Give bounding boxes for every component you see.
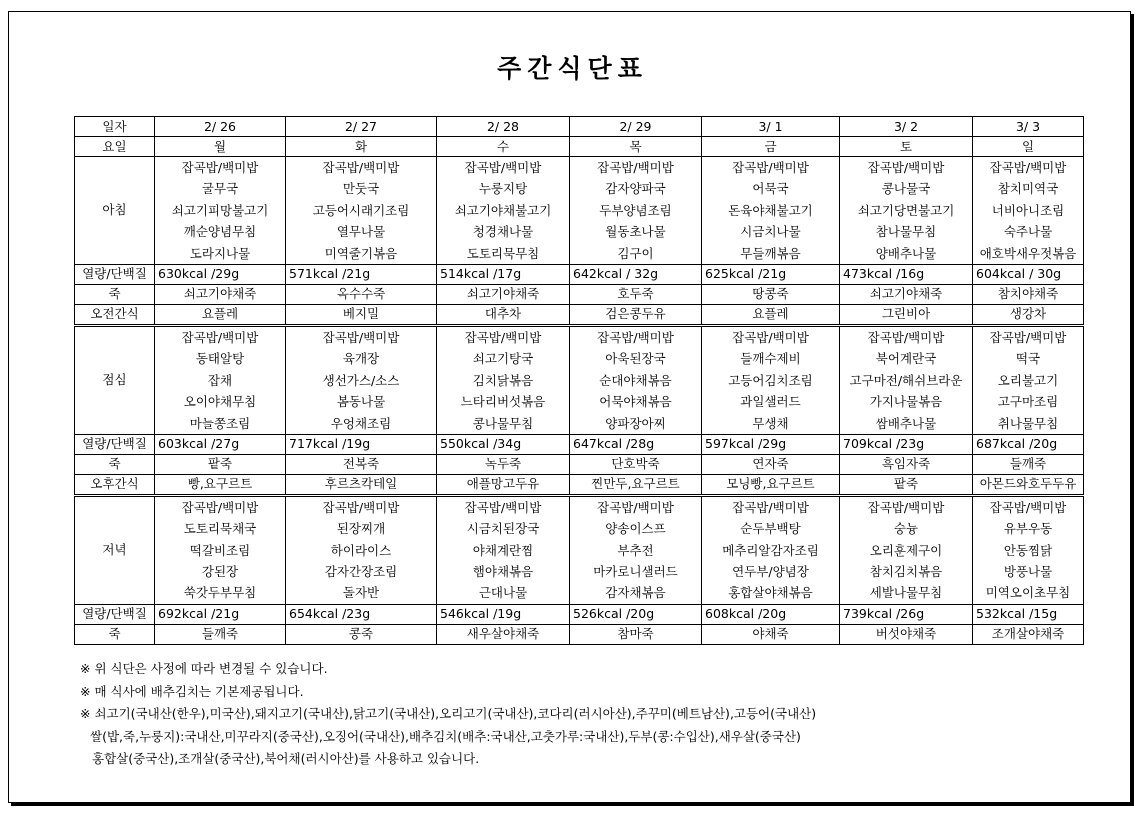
dish-item: 고구마조림 bbox=[997, 394, 1059, 410]
dish-item: 김구이 bbox=[617, 245, 654, 261]
dish-item: 잡곡밥/백미밥 bbox=[989, 499, 1067, 515]
lunch-porridge-row-cell: 흑임자죽 bbox=[840, 454, 973, 474]
date-row-cell: 3/ 1 bbox=[702, 117, 840, 137]
breakfast-porridge-row-cell: 참치야채죽 bbox=[973, 284, 1084, 304]
breakfast-porridge-row-cell: 쇠고기야채죽 bbox=[155, 284, 286, 304]
dish-item: 잡곡밥/백미밥 bbox=[322, 329, 400, 345]
breakfast-kcal-row bbox=[75, 264, 1084, 284]
pm-snack-row-cell: 팥죽 bbox=[840, 474, 973, 495]
dish-item: 쇠고기당면불고기 bbox=[857, 202, 955, 218]
breakfast-porridge-row-cell: 호두죽 bbox=[570, 284, 702, 304]
lunch-kcal-row-cell: 603kcal /27g bbox=[155, 434, 286, 454]
dish-item: 고등어김치조림 bbox=[728, 372, 813, 388]
breakfast-dishes bbox=[437, 157, 570, 265]
dish-item: 쑥갓두부무침 bbox=[183, 585, 257, 601]
dish-item: 마늘쫑조림 bbox=[189, 415, 251, 431]
dish-item: 돌자반 bbox=[342, 585, 380, 601]
dish-item: 감자간장조림 bbox=[324, 564, 398, 580]
dish-item: 애호박새우젓볶음 bbox=[979, 245, 1077, 261]
am-snack-row-cell: 그린비아 bbox=[840, 304, 973, 325]
dish-item: 야채계란찜 bbox=[472, 542, 534, 558]
dinner-kcal-row-cell: 692kcal /21g bbox=[155, 604, 286, 624]
dish-item: 시금치나물 bbox=[740, 224, 801, 240]
dish-item: 김치닭볶음 bbox=[472, 372, 534, 388]
weekly-menu-table bbox=[74, 116, 1084, 645]
dish-item: 잡곡밥/백미밥 bbox=[322, 160, 400, 175]
breakfast-kcal-row-cell: 473kcal /16g bbox=[840, 264, 973, 284]
dish-item: 우엉채조림 bbox=[330, 415, 392, 431]
dinner-row bbox=[75, 495, 1084, 604]
dinner-porridge-row-cell: 들깨죽 bbox=[155, 624, 286, 644]
breakfast-kcal-row-cell: 571kcal /21g bbox=[286, 264, 437, 284]
lunch-dishes bbox=[973, 325, 1084, 434]
date-row-cell: 3/ 2 bbox=[840, 117, 973, 137]
am-snack-row-cell: 대추차 bbox=[437, 304, 570, 325]
am-snack-row-cell: 생강차 bbox=[973, 304, 1084, 325]
dish-item: 콩나물무침 bbox=[472, 415, 534, 431]
dish-item: 만둣국 bbox=[342, 181, 380, 197]
dinner-porridge-row-cell: 버섯야채죽 bbox=[840, 624, 973, 644]
dish-item: 가지나물볶음 bbox=[869, 394, 943, 410]
dish-item: 깨순양념무침 bbox=[183, 224, 257, 240]
breakfast-dishes bbox=[570, 157, 702, 265]
dish-item: 잡곡밥/백미밥 bbox=[989, 329, 1067, 345]
dish-item: 안동찜닭 bbox=[1003, 542, 1053, 558]
dish-item: 도토리묵채국 bbox=[183, 521, 257, 537]
dish-item: 연두부/양념장 bbox=[732, 564, 809, 580]
dish-item: 느타리버섯볶음 bbox=[460, 394, 546, 410]
date-row-cell: 2/ 27 bbox=[286, 117, 437, 137]
dish-item: 양배추나물 bbox=[875, 245, 937, 261]
dish-item: 떡국 bbox=[1015, 351, 1041, 367]
dish-item: 생선가스/소스 bbox=[322, 372, 400, 388]
dish-item: 방풍나물 bbox=[1003, 564, 1053, 580]
dish-item: 어묵국 bbox=[752, 181, 789, 197]
breakfast-porridge-row bbox=[75, 284, 1084, 304]
pm-snack-row-cell: 후르츠칵테일 bbox=[286, 474, 437, 495]
lunch-porridge-row-cell: 팥죽 bbox=[155, 454, 286, 474]
dish-item: 잡곡밥/백미밥 bbox=[181, 329, 259, 345]
dish-item: 도라지나물 bbox=[189, 245, 251, 261]
date-row bbox=[75, 117, 1084, 137]
pm-snack-row-label: 오후간식 bbox=[75, 474, 155, 495]
breakfast-kcal-row-cell: 625kcal /21g bbox=[702, 264, 840, 284]
dinner-porridge-row-cell: 참마죽 bbox=[570, 624, 702, 644]
dish-item: 북어계란국 bbox=[875, 351, 937, 367]
dish-item: 미역줄기볶음 bbox=[324, 245, 398, 261]
dish-item: 잡곡밥/백미밥 bbox=[181, 499, 259, 515]
lunch-kcal-row-cell: 597kcal /29g bbox=[702, 434, 840, 454]
day-row-cell: 일 bbox=[973, 137, 1084, 157]
dish-item: 홍합살야채볶음 bbox=[728, 585, 813, 601]
breakfast-kcal-row-cell: 642kcal / 32g bbox=[570, 264, 702, 284]
dish-item: 청경채나물 bbox=[472, 224, 534, 240]
breakfast-dishes bbox=[286, 157, 437, 265]
dish-item: 잡채 bbox=[207, 372, 233, 388]
dinner-label: 저녁 bbox=[75, 495, 155, 604]
notes bbox=[80, 658, 816, 771]
date-row-cell: 2/ 26 bbox=[155, 117, 286, 137]
am-snack-row-cell: 요플레 bbox=[702, 304, 840, 325]
dish-item: 도토리묵무침 bbox=[466, 245, 540, 261]
dish-item: 쇠고기탕국 bbox=[472, 351, 534, 367]
dish-item: 봄동나물 bbox=[336, 394, 386, 410]
dinner-porridge-row-cell: 콩죽 bbox=[286, 624, 437, 644]
dish-item: 월동초나물 bbox=[605, 224, 666, 240]
pm-snack-row-cell: 애플망고두유 bbox=[437, 474, 570, 495]
dish-item: 참치미역국 bbox=[997, 181, 1059, 197]
dish-item: 순두부백탕 bbox=[740, 521, 801, 537]
dish-item: 잡곡밥/백미밥 bbox=[867, 160, 945, 175]
lunch-kcal-row-cell: 687kcal /20g bbox=[973, 434, 1084, 454]
dish-item: 잡곡밥/백미밥 bbox=[181, 160, 259, 175]
breakfast-kcal-row-cell: 514kcal /17g bbox=[437, 264, 570, 284]
note-line: ※ 쇠고기(국내산(한우),미국산),돼지고기(국내산),닭고기(국내산),오리고기(국내산),코다리(러시아산),주꾸미(베트남산),고등어(국내산) bbox=[80, 706, 817, 721]
dish-item: 들깨수제비 bbox=[740, 351, 801, 367]
date-row-cell: 2/ 29 bbox=[570, 117, 702, 137]
am-snack-row-cell: 베지밀 bbox=[286, 304, 437, 325]
dish-item: 누룽지탕 bbox=[478, 181, 528, 197]
breakfast-porridge-row-cell: 옥수수죽 bbox=[286, 284, 437, 304]
dish-item: 무들깨볶음 bbox=[740, 245, 801, 261]
dish-item: 세발나물무침 bbox=[869, 585, 943, 601]
dish-item: 양송이스프 bbox=[605, 521, 666, 537]
day-row-cell: 수 bbox=[437, 137, 570, 157]
dinner-porridge-row-cell: 야채죽 bbox=[702, 624, 840, 644]
dish-item: 잡곡밥/백미밥 bbox=[464, 329, 542, 345]
dish-item: 잡곡밥/백미밥 bbox=[464, 499, 542, 515]
lunch-row bbox=[75, 325, 1084, 434]
dish-item: 햄야채볶음 bbox=[472, 564, 534, 580]
dish-item: 부추전 bbox=[617, 542, 654, 558]
dish-item: 잡곡밥/백미밥 bbox=[732, 329, 809, 345]
dinner-kcal-row bbox=[75, 604, 1084, 624]
date-row-cell: 2/ 28 bbox=[437, 117, 570, 137]
dish-item: 숙주나물 bbox=[1003, 224, 1053, 240]
dish-item: 참치김치볶음 bbox=[869, 564, 943, 580]
dinner-kcal-row-cell: 739kcal /26g bbox=[840, 604, 973, 624]
dish-item: 과일샐러드 bbox=[740, 394, 801, 410]
lunch-kcal-row-cell: 647kcal /28g bbox=[570, 434, 702, 454]
breakfast-porridge-row-cell: 쇠고기야채죽 bbox=[840, 284, 973, 304]
dinner-kcal-row-cell: 526kcal /20g bbox=[570, 604, 702, 624]
note-line: 홍합살(중국산),조개살(중국산),북어채(러시아산)를 사용하고 있습니다. bbox=[92, 751, 480, 766]
dinner-dishes bbox=[155, 495, 286, 604]
lunch-porridge-row-cell: 연자죽 bbox=[702, 454, 840, 474]
dish-item: 순대야채볶음 bbox=[599, 372, 672, 388]
dinner-porridge-row-cell: 새우살야채죽 bbox=[437, 624, 570, 644]
dish-item: 오리불고기 bbox=[997, 372, 1059, 388]
breakfast-row bbox=[75, 157, 1084, 265]
dinner-kcal-row-cell: 532kcal /15g bbox=[973, 604, 1084, 624]
dish-item: 메추리알감자조림 bbox=[722, 542, 819, 558]
breakfast-kcal-row-cell: 604kcal / 30g bbox=[973, 264, 1084, 284]
dish-item: 너비아니조림 bbox=[991, 202, 1065, 218]
dish-item: 잡곡밥/백미밥 bbox=[322, 499, 400, 515]
dish-item: 쇠고기야채불고기 bbox=[454, 202, 552, 218]
dish-item: 잡곡밥/백미밥 bbox=[867, 499, 945, 515]
dish-item: 잡곡밥/백미밥 bbox=[597, 329, 674, 345]
pm-snack-row-cell: 모닝빵,요구르트 bbox=[702, 474, 840, 495]
lunch-kcal-row-cell: 709kcal /23g bbox=[840, 434, 973, 454]
dish-item: 돈육야채불고기 bbox=[728, 202, 813, 218]
lunch-porridge-row-cell: 전복죽 bbox=[286, 454, 437, 474]
dish-item: 쇠고기피망불고기 bbox=[171, 202, 269, 218]
dish-item: 미역오이초무침 bbox=[985, 585, 1071, 601]
pm-snack-row-cell: 빵,요구르트 bbox=[155, 474, 286, 495]
dish-item: 떡갈비조림 bbox=[189, 542, 251, 558]
lunch-porridge-row bbox=[75, 454, 1084, 474]
dish-item: 아욱된장국 bbox=[605, 351, 666, 367]
breakfast-porridge-row-cell: 쇠고기야채죽 bbox=[437, 284, 570, 304]
dish-item: 오이야채무침 bbox=[183, 394, 257, 410]
note-line: 쌀(밥,죽,누룽지):국내산,미꾸라지(중국산),오징어(국내산),배추김치(배추:국내산,고춧가루:국내산),두부(콩:수입산),새우살(중국산) bbox=[90, 728, 801, 744]
dinner-dishes bbox=[702, 495, 840, 604]
day-row bbox=[75, 137, 1084, 157]
lunch-dishes bbox=[437, 325, 570, 434]
lunch-kcal-row bbox=[75, 434, 1084, 454]
page-title: 주간식단표 bbox=[497, 54, 648, 83]
am-snack-row bbox=[75, 304, 1084, 325]
dinner-kcal-row-cell: 608kcal /20g bbox=[702, 604, 840, 624]
day-row-cell: 화 bbox=[286, 137, 437, 157]
note-line: ※ 위 식단은 사정에 따라 변경될 수 있습니다. bbox=[80, 661, 328, 676]
day-row-cell: 월 bbox=[155, 137, 286, 157]
dinner-dishes bbox=[840, 495, 973, 604]
dinner-dishes bbox=[570, 495, 702, 604]
dish-item: 잡곡밥/백미밥 bbox=[867, 329, 945, 345]
dish-item: 근대나물 bbox=[478, 585, 528, 601]
dish-item: 두부양념조림 bbox=[599, 202, 672, 218]
dinner-kcal-row-label: 열량/단백질 bbox=[75, 604, 155, 624]
dish-item: 고구마전/해쉬브라운 bbox=[849, 372, 963, 388]
dinner-dishes bbox=[286, 495, 437, 604]
dish-item: 양파장아찌 bbox=[605, 415, 666, 431]
lunch-porridge-row-cell: 단호박죽 bbox=[570, 454, 702, 474]
day-row-cell: 토 bbox=[840, 137, 973, 157]
pm-snack-row-cell: 아몬드와호두두유 bbox=[973, 474, 1084, 495]
dish-item: 열무나물 bbox=[336, 224, 386, 240]
dish-item: 취나물무침 bbox=[997, 415, 1059, 431]
breakfast-dishes bbox=[702, 157, 840, 265]
dish-item: 숭늉 bbox=[893, 521, 919, 537]
day-row-label: 요일 bbox=[75, 137, 155, 157]
dish-item: 감자양파국 bbox=[605, 181, 666, 197]
lunch-porridge-row-cell: 녹두죽 bbox=[437, 454, 570, 474]
lunch-kcal-row-cell: 550kcal /34g bbox=[437, 434, 570, 454]
lunch-dishes bbox=[570, 325, 702, 434]
lunch-dishes bbox=[155, 325, 286, 434]
breakfast-dishes bbox=[840, 157, 973, 265]
breakfast-label: 아침 bbox=[75, 157, 155, 265]
dish-item: 하이라이스 bbox=[330, 542, 392, 558]
am-snack-row-cell: 요플레 bbox=[155, 304, 286, 325]
lunch-dishes bbox=[840, 325, 973, 434]
dinner-kcal-row-cell: 654kcal /23g bbox=[286, 604, 437, 624]
pm-snack-row-cell: 찐만두,요구르트 bbox=[570, 474, 702, 495]
dinner-kcal-row-cell: 546kcal /19g bbox=[437, 604, 570, 624]
dinner-dishes bbox=[437, 495, 570, 604]
date-row-cell: 3/ 3 bbox=[973, 117, 1084, 137]
dish-item: 시금치된장국 bbox=[466, 521, 540, 537]
dish-item: 콩나물국 bbox=[881, 181, 931, 197]
dish-item: 잡곡밥/백미밥 bbox=[732, 499, 809, 515]
lunch-porridge-row-cell: 들깨죽 bbox=[973, 454, 1084, 474]
dinner-dishes bbox=[973, 495, 1084, 604]
dish-item: 잡곡밥/백미밥 bbox=[464, 160, 542, 175]
dish-item: 유부우동 bbox=[1003, 521, 1053, 537]
dish-item: 육개장 bbox=[342, 351, 380, 367]
dish-item: 동태알탕 bbox=[195, 351, 245, 367]
dish-item: 참나물무침 bbox=[875, 224, 937, 240]
dish-item: 잡곡밥/백미밥 bbox=[989, 160, 1067, 175]
date-row-label: 일자 bbox=[75, 117, 155, 137]
dish-item: 어묵야채볶음 bbox=[599, 394, 672, 410]
dish-item: 된장찌개 bbox=[336, 521, 386, 537]
dish-item: 잡곡밥/백미밥 bbox=[597, 499, 674, 515]
dinner-porridge-row-label: 죽 bbox=[75, 624, 155, 644]
breakfast-dishes bbox=[973, 157, 1084, 265]
day-row-cell: 금 bbox=[702, 137, 840, 157]
lunch-porridge-row-label: 죽 bbox=[75, 454, 155, 474]
am-snack-row-label: 오전간식 bbox=[75, 304, 155, 325]
lunch-label: 점심 bbox=[75, 325, 155, 434]
lunch-dishes bbox=[702, 325, 840, 434]
dinner-porridge-row bbox=[75, 624, 1084, 644]
lunch-kcal-row-label: 열량/단백질 bbox=[75, 434, 155, 454]
dish-item: 쌈배추나물 bbox=[875, 415, 937, 431]
lunch-dishes bbox=[286, 325, 437, 434]
dish-item: 무생채 bbox=[752, 415, 789, 431]
dinner-porridge-row-cell: 조개살야채죽 bbox=[973, 624, 1084, 644]
breakfast-kcal-row-label: 열량/단백질 bbox=[75, 264, 155, 284]
day-row-cell: 목 bbox=[570, 137, 702, 157]
dish-item: 고등어시래기조림 bbox=[312, 202, 410, 218]
pm-snack-row bbox=[75, 474, 1084, 495]
note-line: ※ 매 식사에 배추김치는 기본제공됩니다. bbox=[80, 683, 304, 699]
dish-item: 감자채볶음 bbox=[605, 585, 666, 601]
dish-item: 굴무국 bbox=[201, 181, 239, 197]
breakfast-porridge-row-cell: 땅콩죽 bbox=[702, 284, 840, 304]
breakfast-porridge-row-label: 죽 bbox=[75, 284, 155, 304]
breakfast-dishes bbox=[155, 157, 286, 265]
breakfast-kcal-row-cell: 630kcal /29g bbox=[155, 264, 286, 284]
dish-item: 마카로니샐러드 bbox=[593, 564, 678, 580]
dish-item: 잡곡밥/백미밥 bbox=[732, 160, 809, 175]
dish-item: 오리훈제구이 bbox=[869, 542, 943, 558]
dish-item: 강된장 bbox=[201, 564, 239, 580]
lunch-kcal-row-cell: 717kcal /19g bbox=[286, 434, 437, 454]
am-snack-row-cell: 검은콩두유 bbox=[570, 304, 702, 325]
dish-item: 잡곡밥/백미밥 bbox=[597, 160, 674, 175]
